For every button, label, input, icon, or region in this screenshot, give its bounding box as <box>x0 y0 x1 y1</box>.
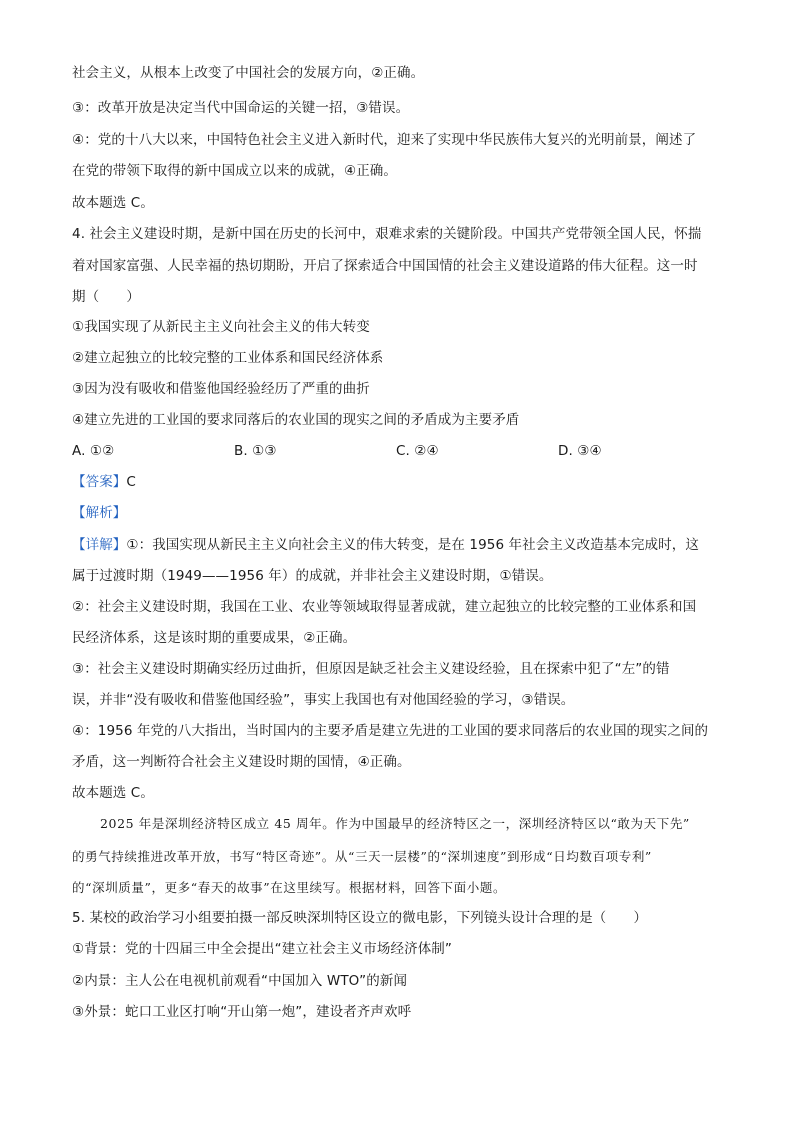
question-5-item: ②内景：主人公在电视机前观看“中国加入 WTO”的新闻 <box>72 973 408 989</box>
analysis-line <box>72 503 732 523</box>
detail-line: ②：社会主义建设时期，我国在工业、农业等领域取得显著成就，建立起独立的比较完整的工业体系和国 <box>72 599 697 615</box>
question-4-stem: 期（ ） <box>72 289 140 305</box>
option-b: B. ①③ <box>234 443 277 459</box>
option-a: A. ①② <box>72 443 115 459</box>
question-4-options <box>72 441 732 461</box>
detail-line: 民经济体系，这是该时期的重要成果，②正确。 <box>72 630 357 646</box>
passage-line: 2025 年是深圳经济特区成立 45 周年。作为中国最早的经济特区之一，深圳经济特区以“敢为天下先” <box>100 816 690 831</box>
question-4-item: ②建立起独立的比较完整的工业体系和国民经济体系 <box>72 350 384 366</box>
detail-line: 属于过渡时期（1949——1956 年）的成就，并非社会主义建设时期，①错误。 <box>72 568 553 584</box>
answer-tag: 【答案】 <box>72 474 127 490</box>
option-d: D. ③④ <box>558 443 602 459</box>
question-4-stem: 4. 社会主义建设时期，是新中国在历史的长河中，艰难求索的关键阶段。中国共产党带领全国人民，怀揣 <box>72 226 702 242</box>
detail-text: ①：我国实现从新民主主义向社会主义的伟大转变，是在 1956 年社会主义改造基本完成时，这 <box>126 537 699 553</box>
question-4-stem: 着对国家富强、人民幸福的热切期盼，开启了探索适合中国国情的社会主义建设道路的伟大征程。这一时 <box>72 258 698 274</box>
question-5-item: ③外景：蛇口工业区打响“开山第一炮”，建设者齐声欢呼 <box>72 1004 412 1020</box>
answer-line <box>72 472 732 492</box>
detail-line: ③：社会主义建设时期确实经历过曲折，但原因是缺乏社会主义建设经验，且在探索中犯了“左”的错 <box>72 661 670 677</box>
text-line: ④：党的十八大以来，中国特色社会主义进入新时代，迎来了实现中华民族伟大复兴的光明前景，阐述了 <box>72 132 697 148</box>
question-5-stem: 5. 某校的政治学习小组要拍摄一部反映深圳特区设立的微电影，下列镜头设计合理的是（ ） <box>72 910 648 926</box>
analysis-tag: 【解析】 <box>72 505 127 521</box>
question-4-item: ③因为没有吸收和借鉴他国经验经历了严重的曲折 <box>72 381 370 397</box>
detail-line <box>72 535 732 555</box>
passage-line: 的“深圳质量”，更多“春天的故事”在这里续写。根据材料，回答下面小题。 <box>72 880 507 895</box>
question-4-item: ①我国实现了从新民主主义向社会主义的伟大转变 <box>72 319 370 335</box>
text-line: 社会主义，从根本上改变了中国社会的发展方向，②正确。 <box>72 65 425 81</box>
question-4-item: ④建立先进的工业国的要求同落后的农业国的现实之间的矛盾成为主要矛盾 <box>72 412 520 428</box>
answer-value: C <box>126 474 136 490</box>
detail-line: 故本题选 C。 <box>72 785 154 801</box>
detail-line: 矛盾，这一判断符合社会主义建设时期的国情，④正确。 <box>72 754 411 770</box>
detail-line: 误，并非“没有吸收和借鉴他国经验”，事实上我国也有对他国经验的学习，③错误。 <box>72 692 575 708</box>
option-c: C. ②④ <box>396 443 439 459</box>
detail-tag: 【详解】 <box>72 537 127 553</box>
text-line: 故本题选 C。 <box>72 195 154 211</box>
passage-line: 的勇气持续推进改革开放，书写“特区奇迹”。从“三天一层楼”的“深圳速度”到形成“日均数百项专利” <box>72 849 652 864</box>
text-line: 在党的带领下取得的新中国成立以来的成就，④正确。 <box>72 163 398 179</box>
question-5-item: ①背景：党的十四届三中全会提出“建立社会主义市场经济体制” <box>72 941 452 957</box>
text-line: ③：改革开放是决定当代中国命运的关键一招，③错误。 <box>72 100 410 116</box>
detail-line: ④：1956 年党的八大指出，当时国内的主要矛盾是建立先进的工业国的要求同落后的农业国的现实之间的 <box>72 723 709 739</box>
